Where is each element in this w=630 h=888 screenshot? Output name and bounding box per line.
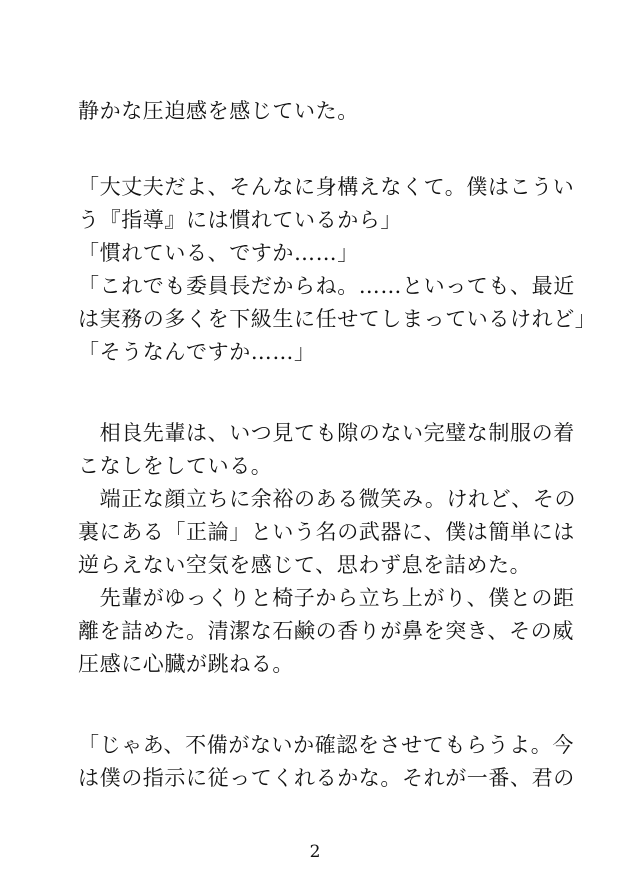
text-line: 圧感に心臓が跳ねる。 (78, 652, 294, 676)
text-line: 逆らえない空気を感じて、思わず息を詰めた。 (78, 553, 532, 577)
text-line: は実務の多くを下級生に任せてしまっているけれど」 (78, 307, 597, 331)
text-line: 静かな圧迫感を感じていた。 (78, 99, 359, 123)
text-line: 「慣れている、ですか……」 (78, 241, 359, 265)
text-line: 裏にある「正論」という名の武器に、僕は簡単には (78, 520, 575, 544)
text-line: う『指導』には慣れているから」 (78, 208, 402, 232)
text-line: 「そうなんですか……」 (78, 340, 316, 364)
text-line: 端正な顔立ちに余裕のある微笑み。けれど、その (78, 487, 577, 511)
text-line: 離を詰めた。清潔な石鹸の香りが鼻を突き、その威 (78, 619, 574, 643)
text-line: は僕の指示に従ってくれるかな。それが一番、君の (78, 766, 575, 790)
page-number: 2 (309, 842, 321, 862)
text-line: 「じゃあ、不備がないか確認をさせてもらうよ。今 (78, 733, 574, 757)
text-line: 先輩がゆっくりと椅子から立ち上がり、僕との距 (78, 586, 575, 610)
text-line: こなしをしている。 (78, 454, 273, 478)
text-line: 「これでも委員長だからね。……といっても、最近 (78, 274, 575, 298)
text-line: 相良先輩は、いつ見ても隙のない完璧な制服の着 (78, 421, 575, 445)
text-line: 「大丈夫だよ、そんなに身構えなくて。僕はこうい (78, 175, 575, 199)
